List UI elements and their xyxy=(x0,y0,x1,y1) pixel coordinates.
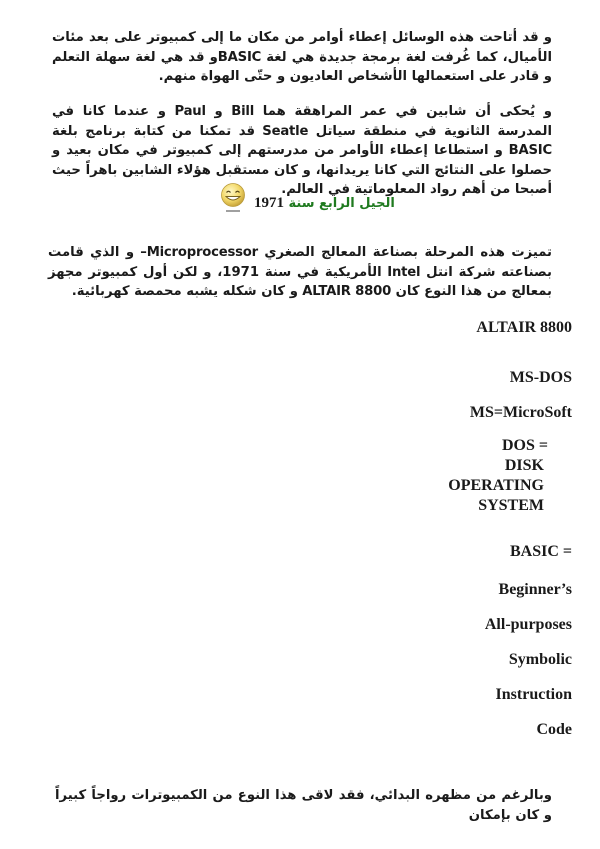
paragraph-popularity xyxy=(55,786,552,825)
term-basic-word-2: All-purposes xyxy=(484,616,572,633)
term-msdos: MS-DOS xyxy=(509,369,572,386)
smiley-emoji-icon xyxy=(218,182,248,214)
term-basic-word-1: Beginner’s xyxy=(498,581,572,598)
term-line: OPERATING xyxy=(448,477,544,494)
heading-label xyxy=(254,195,395,214)
term-ms-definition: MS=MicroSoft xyxy=(469,404,572,421)
term-basic-word-3: Symbolic xyxy=(508,651,572,668)
paragraph-text: و قد أتاحت هذه الوسائل إعطاء أوامر من مكان ما إلى كمبيوتر على بعد مئات الأميال، كما غُرفت لغة برمجة جديدة هي لغة BASICو قد هي لغة سهلة التعلم و قادر على استعمالها الأشخاص العاديون و حتّى الهواة منهم. xyxy=(52,30,552,84)
section-heading-fourth-generation xyxy=(218,182,395,214)
term-dos-definition xyxy=(448,436,572,516)
term-altair: ALTAIR 8800 xyxy=(476,319,572,336)
paragraph-text: و يُحكى أن شابين في عمر المراهقة هما Bill و Paul و عندما كانا في المدرسة الثانوية في منطقة سياتل Seatle قد تمكنا من كتابة برنامج بلغة BASIC و استطاعا إعطاء الأوامر من مدرستهم إلى كمبيوتر في مكان بعيد و حصلوا على النتائج التي كانا يريدانها، و كان مستقبل هؤلاء الشابين باهراً حيث أصبحا من أهم رواد المعلوماتية في العالم. xyxy=(52,104,552,197)
term-line: DOS = xyxy=(501,437,548,454)
term-line: SYSTEM xyxy=(478,497,544,514)
term-basic-definition: BASIC = xyxy=(509,543,572,560)
term-basic-word-5: Code xyxy=(536,721,572,738)
heading-text: الجيل الرابع سنة xyxy=(288,196,395,211)
term-line: DISK xyxy=(504,457,544,474)
paragraph-text: وبالرغم من مظهره البدائي، فقد لاقى هذا النوع من الكمبيوترات رواجاً كبيراً و كان بإمكان xyxy=(55,788,552,823)
paragraph-microprocessor xyxy=(48,243,552,302)
heading-year: 1971 xyxy=(254,195,284,211)
term-basic-word-4: Instruction xyxy=(495,686,572,703)
paragraph-text: تميزت هذه المرحلة بصناعة المعالج الصغري Microprocessor– و الذي قامت بصناعته شركة انتل Intel الأمريكية في سنة 1971، و لكن أول كمبيوتر مجهز بمعالج من هذا النوع كان ALTAIR 8800 و كان شكله يشبه محمصة كهربائية. xyxy=(48,245,552,299)
paragraph-remote-commands xyxy=(52,28,552,87)
